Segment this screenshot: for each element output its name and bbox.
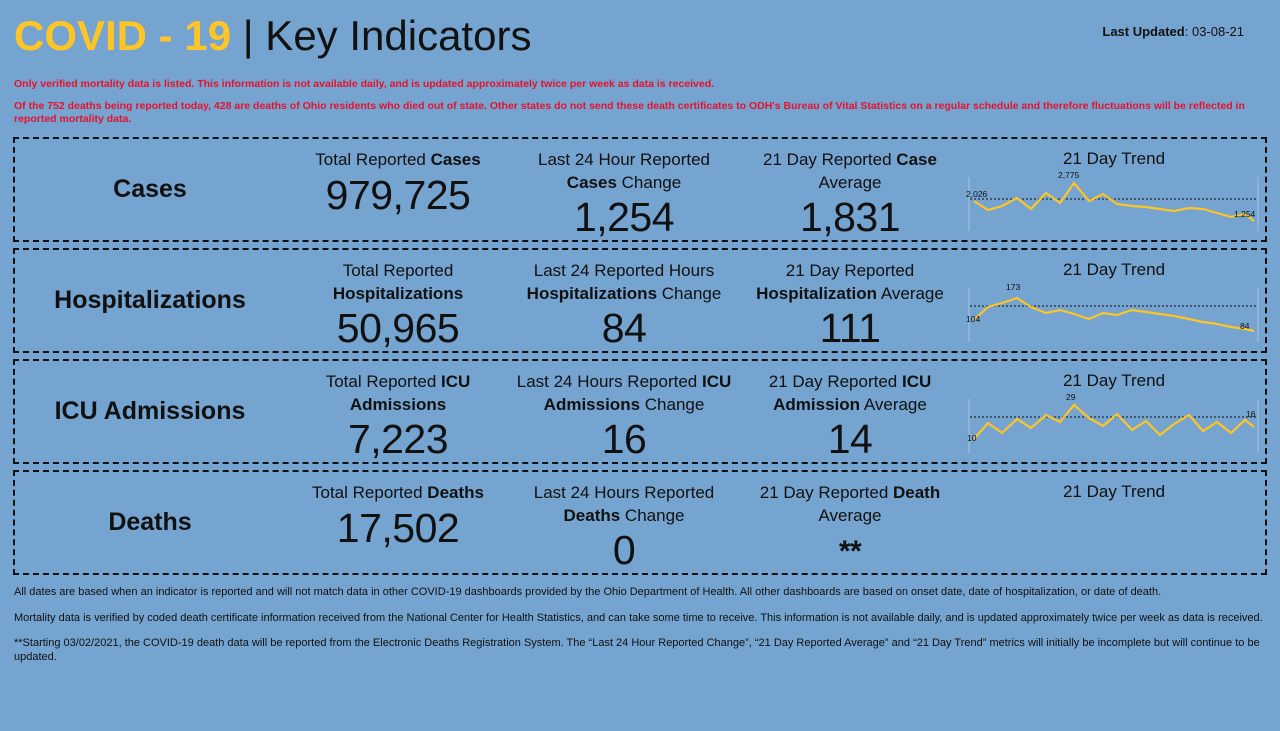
trend-icu xyxy=(963,361,1265,462)
metric-total-icu xyxy=(285,361,511,462)
metric-total-deaths xyxy=(285,472,511,573)
alert-note-2: Of the 752 deaths being reported today, 428 are deaths of Ohio residents who died out of state. Other states do not send these death certificates to ODH's Bureau of Vital Statistics on a regular schedule and therefore fluctuations will be reflected in reported mortality data. xyxy=(14,100,1245,126)
metric-label xyxy=(312,482,484,504)
label-part-plain: 21 Day Reported xyxy=(763,150,897,170)
metric-label xyxy=(514,260,734,305)
label-part-tail: Average xyxy=(877,283,944,303)
label-part-plain: Last 24 Hours Reported xyxy=(533,483,715,503)
last-updated xyxy=(1102,24,1244,39)
metric-value: 17,502 xyxy=(336,504,460,551)
trend-hospitalizations xyxy=(963,250,1265,351)
sparkline-peak-label: 2,775 xyxy=(1058,170,1080,181)
page-title xyxy=(14,10,1264,62)
label-part-bold: Deaths xyxy=(427,483,484,503)
metric-value: 50,965 xyxy=(336,305,460,352)
metric-value: 111 xyxy=(819,305,881,352)
metric-value: 979,725 xyxy=(325,171,471,218)
label-part-plain: 21 Day Reported xyxy=(759,483,893,503)
indicator-block-icu-admissions xyxy=(13,359,1267,464)
label-part-plain: Total Reported xyxy=(315,150,431,170)
trend-cases xyxy=(963,139,1265,240)
footnote-3: **Starting 03/02/2021, the COVID-19 death data will be reported from the Electronic Deaths Registration System. The “Last 24 Hour Reported Change”, “21 Day Reported Average” and “21 Day Trend” metrics will initially be incomplete but will continue to be updated. xyxy=(14,636,1260,664)
label-part-plain: Last 24 Hour Reported xyxy=(538,150,710,170)
last-updated-label: Last Updated xyxy=(1102,24,1185,39)
label-part-tail: Average xyxy=(818,505,882,525)
label-part-tail: Change xyxy=(620,505,685,525)
trend-title: 21 Day Trend xyxy=(1062,371,1166,391)
label-part-plain: 21 Day Reported xyxy=(768,372,902,392)
label-part-bold: Hospitalization xyxy=(756,283,878,303)
trend-title: 21 Day Trend xyxy=(1062,482,1166,502)
label-part-tail: Average xyxy=(818,172,882,192)
label-part-plain: Last 24 Reported Hours xyxy=(533,261,715,281)
label-part-bold: Death xyxy=(893,483,941,503)
label-part-plain: 21 Day Reported xyxy=(785,261,915,281)
metric-label xyxy=(740,149,960,194)
label-part-bold: Hospitalizations xyxy=(526,283,658,303)
label-part-plain: Last 24 Hours Reported xyxy=(516,372,702,392)
sparkline-first-label: 104 xyxy=(966,314,981,325)
label-part-tail: Change xyxy=(616,172,682,192)
sparkline-last-label: 16 xyxy=(1246,409,1256,420)
metric-average-hospitalizations xyxy=(737,250,963,351)
sparkline-svg xyxy=(966,175,1262,233)
indicator-block-cases xyxy=(13,137,1267,242)
metric-value: 14 xyxy=(827,416,873,463)
metric-label xyxy=(740,371,960,416)
metric-label xyxy=(288,371,508,416)
metric-value: 0 xyxy=(612,527,636,574)
metric-value: 84 xyxy=(601,305,647,352)
indicator-blocks xyxy=(0,137,1280,575)
metric-total-cases xyxy=(285,139,511,240)
sparkline-first-label: 10 xyxy=(967,433,977,444)
metric-average-icu xyxy=(737,361,963,462)
label-part-tail: Average xyxy=(860,394,927,414)
metric-value: 16 xyxy=(601,416,647,463)
metric-average-deaths xyxy=(737,472,963,573)
metric-value: 1,831 xyxy=(799,194,901,241)
last-updated-value: : 03-08-21 xyxy=(1184,24,1244,39)
metric-change-hospitalizations xyxy=(511,250,737,351)
sparkline-last-label: 1,254 xyxy=(1234,209,1256,220)
metric-label xyxy=(514,149,734,194)
indicator-name-hospitalizations: Hospitalizations xyxy=(54,286,246,315)
sparkline-first-label: 2,026 xyxy=(966,189,988,200)
metric-label xyxy=(288,260,508,305)
sparkline-svg xyxy=(966,286,1262,344)
metric-total-hospitalizations xyxy=(285,250,511,351)
metric-change-deaths xyxy=(511,472,737,573)
metric-value: 1,254 xyxy=(573,194,675,241)
sparkline-peak-label: 173 xyxy=(1006,282,1021,293)
indicator-block-deaths xyxy=(13,470,1267,575)
sparkline-icu xyxy=(966,392,1262,455)
metric-label xyxy=(315,149,480,171)
trend-deaths xyxy=(963,472,1265,573)
page-title-rest: | Key Indicators xyxy=(231,12,532,59)
label-part-bold: ICU Admissions xyxy=(543,372,732,414)
sparkline-svg xyxy=(966,397,1262,455)
metric-change-icu xyxy=(511,361,737,462)
label-part-plain: Total Reported xyxy=(325,372,441,392)
label-part-tail: Change xyxy=(640,394,705,414)
alert-notes xyxy=(0,72,1280,137)
metric-value: 7,223 xyxy=(347,416,449,463)
label-part-bold: ICU Admission xyxy=(773,372,932,414)
alert-note-1: Only verified mortality data is listed. This information is not available daily, and is updated approximately twice per week as data is received. xyxy=(14,78,715,90)
label-part-tail: Change xyxy=(657,283,722,303)
sparkline-last-label: 84 xyxy=(1240,321,1250,332)
metric-change-cases xyxy=(511,139,737,240)
label-part-bold: Case xyxy=(896,150,937,170)
metric-label xyxy=(740,260,960,305)
page-title-highlight: COVID - 19 xyxy=(14,12,232,59)
footnotes xyxy=(0,581,1280,664)
trend-title: 21 Day Trend xyxy=(1062,260,1166,280)
indicator-name-icu-admissions: ICU Admissions xyxy=(54,397,246,426)
metric-label xyxy=(740,482,960,527)
sparkline-peak-label: 29 xyxy=(1066,392,1076,403)
label-part-plain: Total Reported xyxy=(342,261,454,281)
indicator-name-cases: Cases xyxy=(113,175,187,204)
label-part-bold: Cases xyxy=(566,172,617,192)
indicator-block-hospitalizations xyxy=(13,248,1267,353)
page-header xyxy=(0,0,1280,72)
label-part-bold: Cases xyxy=(430,150,481,170)
label-part-bold: ICU Admissions xyxy=(349,372,471,414)
sparkline-hospitalizations xyxy=(966,282,1262,344)
metric-label xyxy=(514,371,734,416)
indicator-name-deaths: Deaths xyxy=(108,508,192,537)
label-part-plain: Total Reported xyxy=(312,483,428,503)
metric-label xyxy=(514,482,734,527)
metric-average-cases xyxy=(737,139,963,240)
footnote-2: Mortality data is verified by coded death certificate information received from the National Center for Health Statistics, and can take some time to receive. This information is not available daily, and is updated approximately twice per week as data is received. xyxy=(14,611,1263,624)
label-part-bold: Deaths xyxy=(563,505,621,525)
trend-title: 21 Day Trend xyxy=(1062,149,1166,169)
sparkline-deaths-empty xyxy=(966,508,1262,566)
footnote-1: All dates are based when an indicator is reported and will not match data in other COVID-19 dashboards provided by the Ohio Department of Health. All other dashboards are based on onset date, date of hospitalization, or date of death. xyxy=(14,586,1162,599)
label-part-bold: Hospitalizations xyxy=(332,283,464,303)
sparkline-cases xyxy=(966,170,1262,233)
metric-value: ** xyxy=(838,535,862,569)
